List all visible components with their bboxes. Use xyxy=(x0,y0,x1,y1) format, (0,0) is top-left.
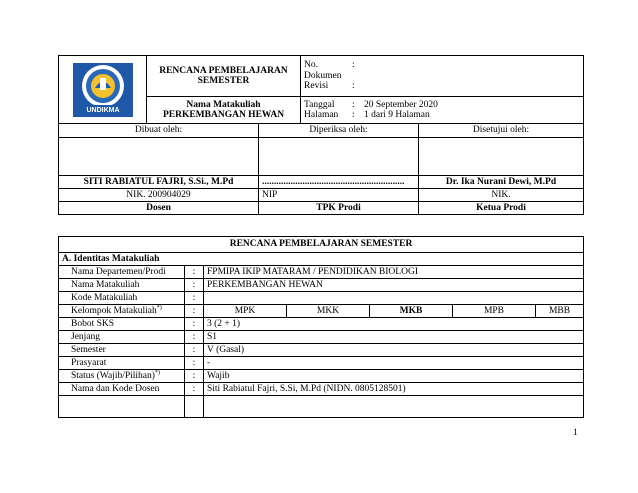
signature-diperiksa xyxy=(259,138,419,176)
svg-text:UNDIKMA: UNDIKMA xyxy=(85,106,120,114)
option-mbb: MBB xyxy=(536,305,584,318)
table-row-kelompok: Kelompok Matakuliah*) : MPK MKK MKB MPB MBB xyxy=(59,305,584,318)
doc-meta-bottom: Tanggal : 20 September 2020 Halaman : 1 dari 9 Halaman xyxy=(301,97,584,124)
table-row: Prasyarat : - xyxy=(59,357,584,370)
role-disetujui: Ketua Prodi xyxy=(419,202,584,215)
table-row-empty xyxy=(59,396,584,418)
doc-meta-top: No. : Dokumen Revisi : xyxy=(301,56,584,97)
role-dibuat: Dosen xyxy=(59,202,259,215)
option-mpb: MPB xyxy=(453,305,536,318)
page-number: 1 xyxy=(573,428,578,438)
course-name: PERKEMBANGAN HEWAN xyxy=(162,110,285,120)
name-dibuat: SITI RABIATUL FAJRI, S.Si., M.Pd xyxy=(59,176,259,189)
signature-disetujui xyxy=(419,138,584,176)
col-disetujui: Disetujui oleh: xyxy=(419,124,584,138)
name-diperiksa: ............................................................ xyxy=(259,176,419,189)
table-row: Nama dan Kode Dosen : Siti Rabiatul Fajri, S.Si, M.Pd (NIDN. 0805128501) xyxy=(59,383,584,396)
table-row: Jenjang : S1 xyxy=(59,331,584,344)
table-row: Kode Matakuliah : xyxy=(59,292,584,305)
logo-cell xyxy=(59,56,147,124)
option-mkk: MKK xyxy=(287,305,370,318)
table-row: Nama Departemen/Prodi : FPMIPA IKIP MATARAM / PENDIDIKAN BIOLOGI xyxy=(59,266,584,279)
table-row: Semester : V (Gasal) xyxy=(59,344,584,357)
signature-dibuat xyxy=(59,138,259,176)
name-disetujui: Dr. Ika Nurani Dewi, M.Pd xyxy=(419,176,584,189)
option-mpk: MPK xyxy=(204,305,287,318)
table-row: Status (Wajib/Pilihan)*) : Wajib xyxy=(59,370,584,383)
doc-title: RENCANA PEMBELAJARAN SEMESTER xyxy=(147,56,301,97)
col-diperiksa: Diperiksa oleh: xyxy=(259,124,419,138)
id-disetujui: NIK. xyxy=(419,189,584,202)
course-name-cell xyxy=(147,97,301,124)
col-dibuat: Dibuat oleh: xyxy=(59,124,259,138)
rps-title: RENCANA PEMBELAJARAN SEMESTER xyxy=(59,237,584,253)
option-mkb: MKB xyxy=(370,305,453,318)
table-row: Nama Matakuliah : PERKEMBANGAN HEWAN xyxy=(59,279,584,292)
table-row: Bobot SKS : 3 (2 + 1) xyxy=(59,318,584,331)
id-dibuat: NIK. 200904029 xyxy=(59,189,259,202)
identitas-table xyxy=(58,236,584,418)
id-diperiksa: NIP xyxy=(259,189,419,202)
document-header-table xyxy=(58,55,584,215)
section-heading: A. Identitas Matakuliah xyxy=(59,253,584,266)
course-label: Nama Matakuliah xyxy=(186,99,261,110)
undikma-logo xyxy=(71,61,135,119)
role-diperiksa: TPK Prodi xyxy=(259,202,419,215)
